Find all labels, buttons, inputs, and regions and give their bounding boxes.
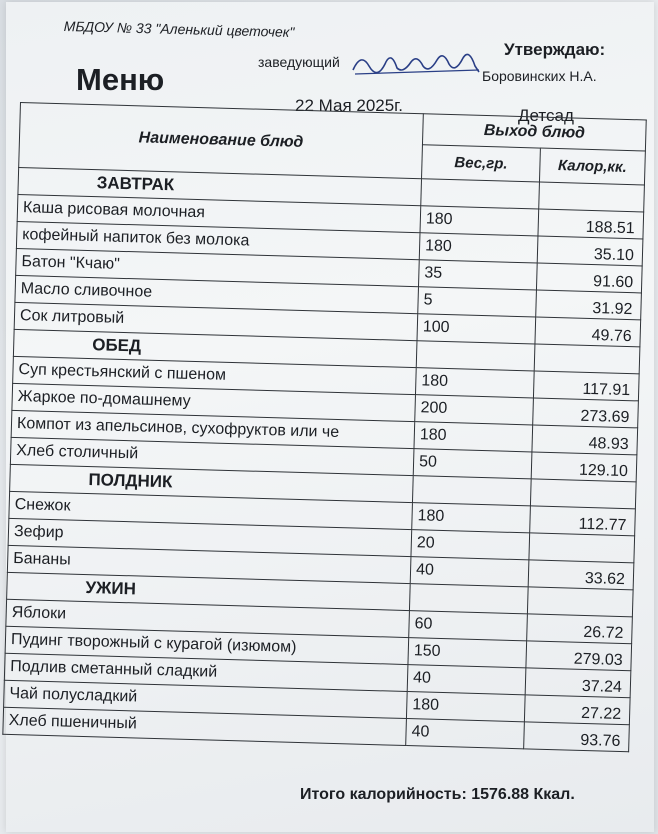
- dish-name: Каша рисовая молочная: [17, 194, 421, 232]
- dish-weight: 5: [418, 287, 537, 317]
- dish-name: Яблоки: [6, 599, 410, 637]
- dish-name: Батон "Кчаю": [16, 248, 420, 286]
- dish-name: Чай полусладкий: [4, 680, 408, 718]
- signature-image: [351, 44, 481, 80]
- dish-name: Подлив сметанный сладкий: [4, 653, 408, 691]
- section-empty-cell: [527, 587, 633, 617]
- dish-kcal: 112.77: [530, 506, 636, 536]
- dish-kcal: 93.76: [524, 722, 630, 752]
- dish-weight: 180: [406, 692, 525, 722]
- col-header-weight: Вес,гр.: [422, 145, 541, 182]
- dish-weight: 180: [419, 233, 538, 263]
- section-empty-cell: [416, 341, 535, 371]
- dish-name: Жаркое по-домашнему: [12, 383, 416, 421]
- dish-kcal: 279.03: [526, 641, 632, 671]
- dish-kcal: 48.93: [532, 425, 638, 455]
- col-header-name: Наименование блюд: [19, 103, 424, 179]
- head-name: Боровинских Н.А.: [482, 68, 597, 84]
- dish-name: Сок литровый: [14, 302, 418, 340]
- dish-weight: 20: [411, 530, 530, 560]
- page-title: Меню: [76, 62, 165, 97]
- menu-sheet: [6, 2, 654, 832]
- section-empty-cell: [421, 179, 540, 209]
- menu-date: 22 Мая 2025г.: [295, 96, 404, 115]
- dish-kcal: 33.62: [528, 560, 634, 590]
- dish-weight: 180: [412, 503, 531, 533]
- dish-name: Зефир: [8, 518, 412, 556]
- dish-name: Хлеб пшеничный: [3, 707, 407, 745]
- dish-name: Масло сливочное: [15, 275, 419, 313]
- dish-kcal: [529, 533, 635, 563]
- dish-name: Бананы: [7, 545, 411, 583]
- dish-weight: 200: [415, 395, 534, 425]
- dish-kcal: 31.92: [536, 290, 642, 320]
- dish-weight: 40: [407, 665, 526, 695]
- dish-kcal: 117.91: [533, 371, 639, 401]
- dish-weight: 50: [413, 449, 532, 479]
- section-title: ЗАВТРАК: [18, 167, 422, 205]
- dish-name: Пудинг творожный с курагой (изюмом): [5, 626, 409, 664]
- dish-kcal: 27.22: [524, 695, 630, 725]
- dish-name: Снежок: [9, 491, 413, 529]
- place-label: Детсад: [518, 106, 574, 125]
- dish-name: Хлеб столичный: [10, 437, 414, 475]
- dish-name: кофейный напиток без молока: [16, 221, 420, 259]
- section-title: УЖИН: [7, 572, 411, 610]
- section-empty-cell: [539, 182, 645, 212]
- dish-kcal: 273.69: [533, 398, 639, 428]
- dish-weight: 100: [417, 314, 536, 344]
- section-empty-cell: [409, 584, 528, 614]
- section-title: ОБЕД: [13, 329, 417, 367]
- section-empty-cell: [534, 344, 640, 374]
- dish-name: Компот из апельсинов, сухофруктов или че: [11, 410, 415, 448]
- dish-kcal: 188.51: [538, 209, 644, 239]
- dish-weight: 60: [409, 611, 528, 641]
- dish-name: Суп крестьянский с пшеном: [13, 356, 417, 394]
- dish-weight: 40: [410, 557, 529, 587]
- dish-kcal: 35.10: [537, 236, 643, 266]
- dish-kcal: 49.76: [535, 317, 641, 347]
- dish-kcal: 37.24: [525, 668, 631, 698]
- head-label: заведующий: [258, 54, 340, 70]
- section-empty-cell: [530, 479, 636, 509]
- organization-name: МБДОУ № 33 "Аленький цветочек": [63, 18, 295, 41]
- dish-kcal: 91.60: [536, 263, 642, 293]
- dish-weight: 35: [418, 260, 537, 290]
- dish-kcal: 129.10: [531, 452, 637, 482]
- col-header-kcal: Калор,кк.: [539, 149, 645, 185]
- total-calories: Итого калорийность: 1576.88 Ккал.: [300, 786, 575, 803]
- dish-weight: 180: [420, 206, 539, 236]
- dish-weight: 180: [414, 422, 533, 452]
- dish-weight: 150: [408, 638, 527, 668]
- dish-kcal: 26.72: [527, 614, 633, 644]
- section-title: ПОЛДНИК: [10, 464, 414, 502]
- dish-weight: 40: [406, 719, 525, 749]
- col-header-output: Выход блюд: [422, 114, 646, 152]
- menu-table: [2, 102, 646, 752]
- section-empty-cell: [412, 476, 531, 506]
- approve-label: Утверждаю:: [504, 40, 606, 59]
- dish-weight: 180: [415, 368, 534, 398]
